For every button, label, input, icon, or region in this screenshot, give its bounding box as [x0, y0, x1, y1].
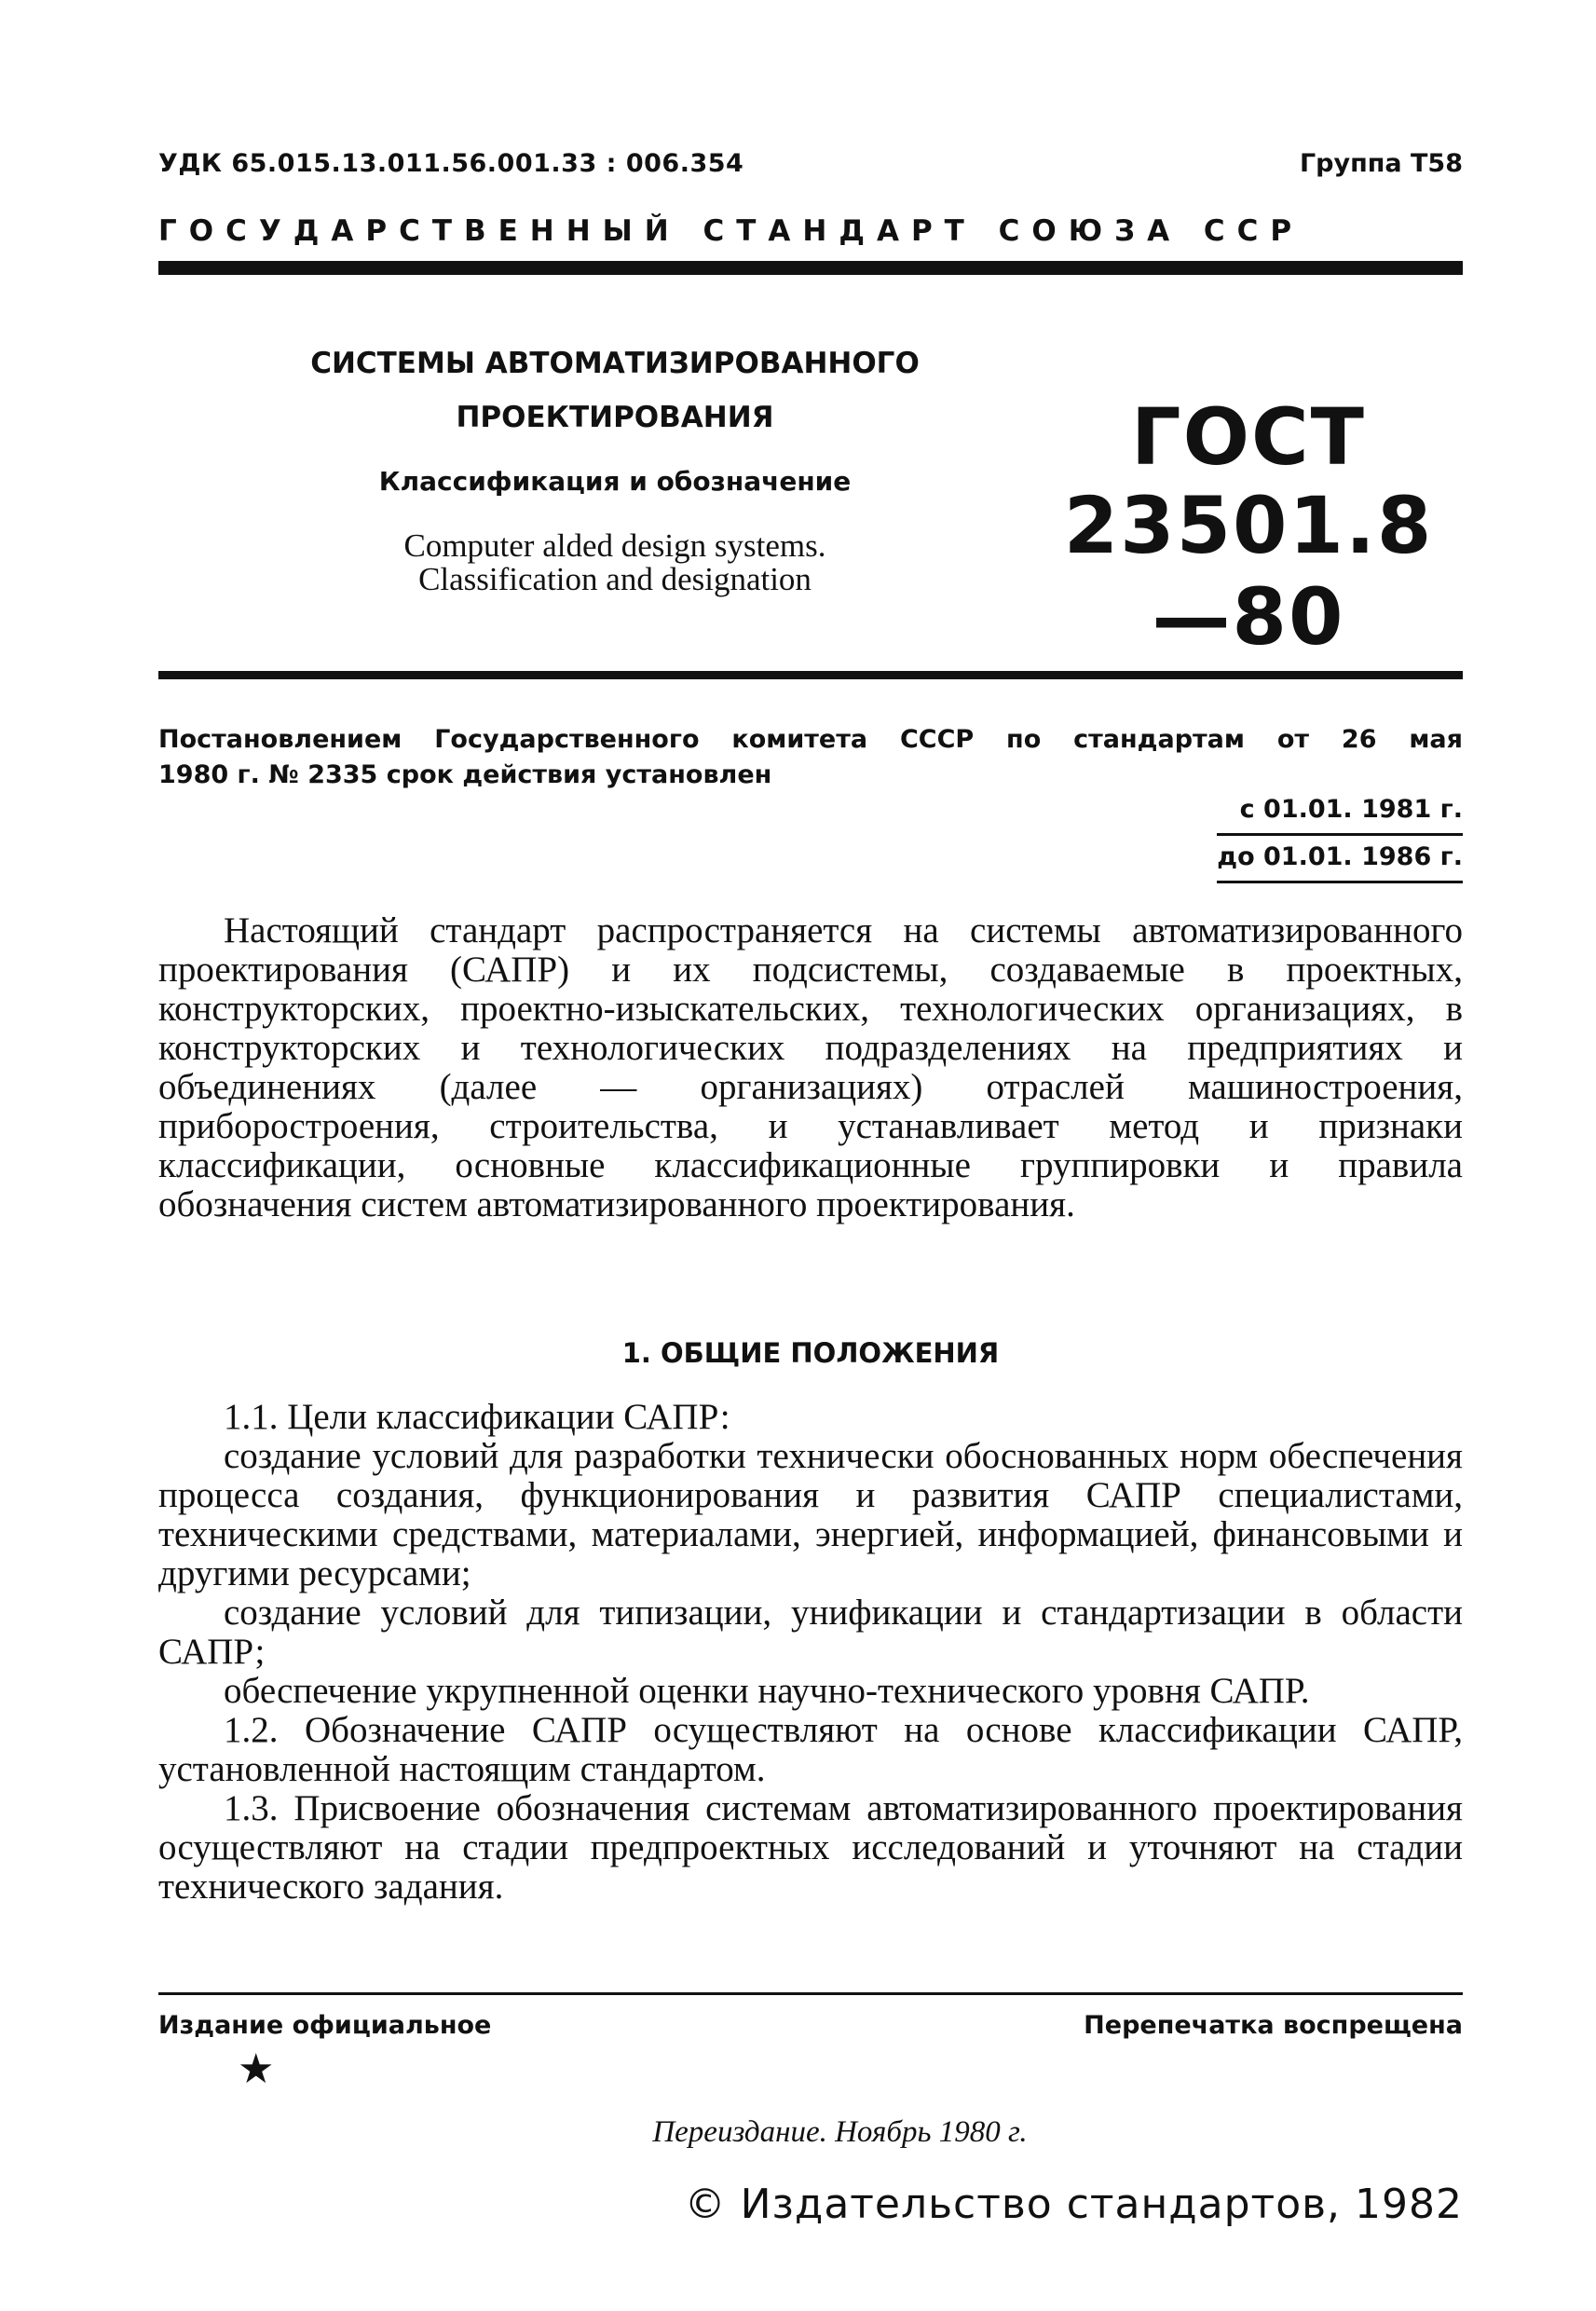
paragraph-1-1-c: обеспечение укрупненной оценки научно-технического уровня САПР.: [224, 1671, 1310, 1711]
reprint-notice: Перепечатка воспрещена: [1084, 2011, 1463, 2040]
footer-row: [158, 2011, 1463, 2040]
gost-label: ГОСТ: [1131, 391, 1366, 483]
paragraph-1-2: 1.2. Обозначение САПР осуществляют на основе классификации САПР, установленной настоящим стандартом.: [158, 1710, 1463, 1789]
section-heading: 1. ОБЩИЕ ПОЛОЖЕНИЯ: [621, 1337, 1000, 1369]
star-icon: ★: [238, 2045, 275, 2093]
official-edition: Издание официальное: [158, 2011, 492, 2040]
group-code: Группа Т58: [1299, 149, 1463, 178]
copyright: © Издательство стандартов, 1982: [684, 2181, 1463, 2228]
header-divider: [158, 261, 1463, 275]
title-divider: [158, 671, 1463, 679]
decree-line-1: Постановлением Государственного комитета СССР по стандартам от 26 мая: [158, 725, 1463, 754]
section-1-body: [158, 1398, 1463, 1907]
header-row: [158, 149, 1463, 178]
state-standard-banner: ГОСУДАРСТВЕННЫЙ СТАНДАРТ СОЮЗА ССР: [158, 214, 1304, 248]
intro-paragraph: Настоящий стандарт распространяется на системы автоматизированного проектирования (САПР) и их подсистемы, создаваемые в проектных, конструкторских, проектно-изыскательских, технологических организациях, в конструкторских и технологических подразделениях на предприятиях и объединениях (далее — организациях) отраслей машиностроения, приборостроения, строительства, и устанавливает метод и признаки классификации, основные классификационные группировки и правила обозначения систем автоматизированного проектирования.: [158, 910, 1463, 1224]
paragraph-1-1-b: создание условий для типизации, унификации и стандартизации в области САПР;: [158, 1593, 1463, 1672]
paragraph-1-1-a: создание условий для разработки технически обоснованных норм обеспечения процесса создания, функционирования и развития САПР специалистами, техническими средствами, материалами, энергией, информацией, финансовыми и другими ресурсами;: [158, 1436, 1463, 1593]
english-title-line-1: Computer alded design systems.: [403, 527, 826, 564]
gost-number: 23501.8—80: [1063, 480, 1434, 663]
title-line-2: ПРОЕКТИРОВАНИЯ: [456, 401, 774, 434]
footer-divider: [158, 1992, 1463, 1995]
paragraph-1-1: 1.1. Цели классификации САПР:: [224, 1397, 730, 1437]
title-line-1: СИСТЕМЫ АВТОМАТИЗИРОВАННОГО: [310, 347, 920, 380]
subtitle: Классификация и обозначение: [378, 466, 852, 497]
decree-line-2: 1980 г. № 2335 срок действия установлен: [158, 760, 772, 789]
date-to: до 01.01. 1986 г.: [1217, 836, 1463, 883]
reissue-note: Переиздание. Ноябрь 1980 г.: [652, 2115, 1028, 2149]
validity-dates: [1217, 788, 1463, 883]
paragraph-1-3: 1.3. Присвоение обозначения системам автоматизированного проектирования осуществляют на стадии предпроектных исследований и уточняют на стадии технического задания.: [158, 1788, 1463, 1907]
udk-code: УДК 65.015.13.011.56.001.33 : 006.354: [158, 149, 744, 178]
english-title-line-2: Classification and designation: [418, 561, 812, 597]
date-from: с 01.01. 1981 г.: [1217, 788, 1463, 836]
intro-text: [158, 911, 1463, 1224]
